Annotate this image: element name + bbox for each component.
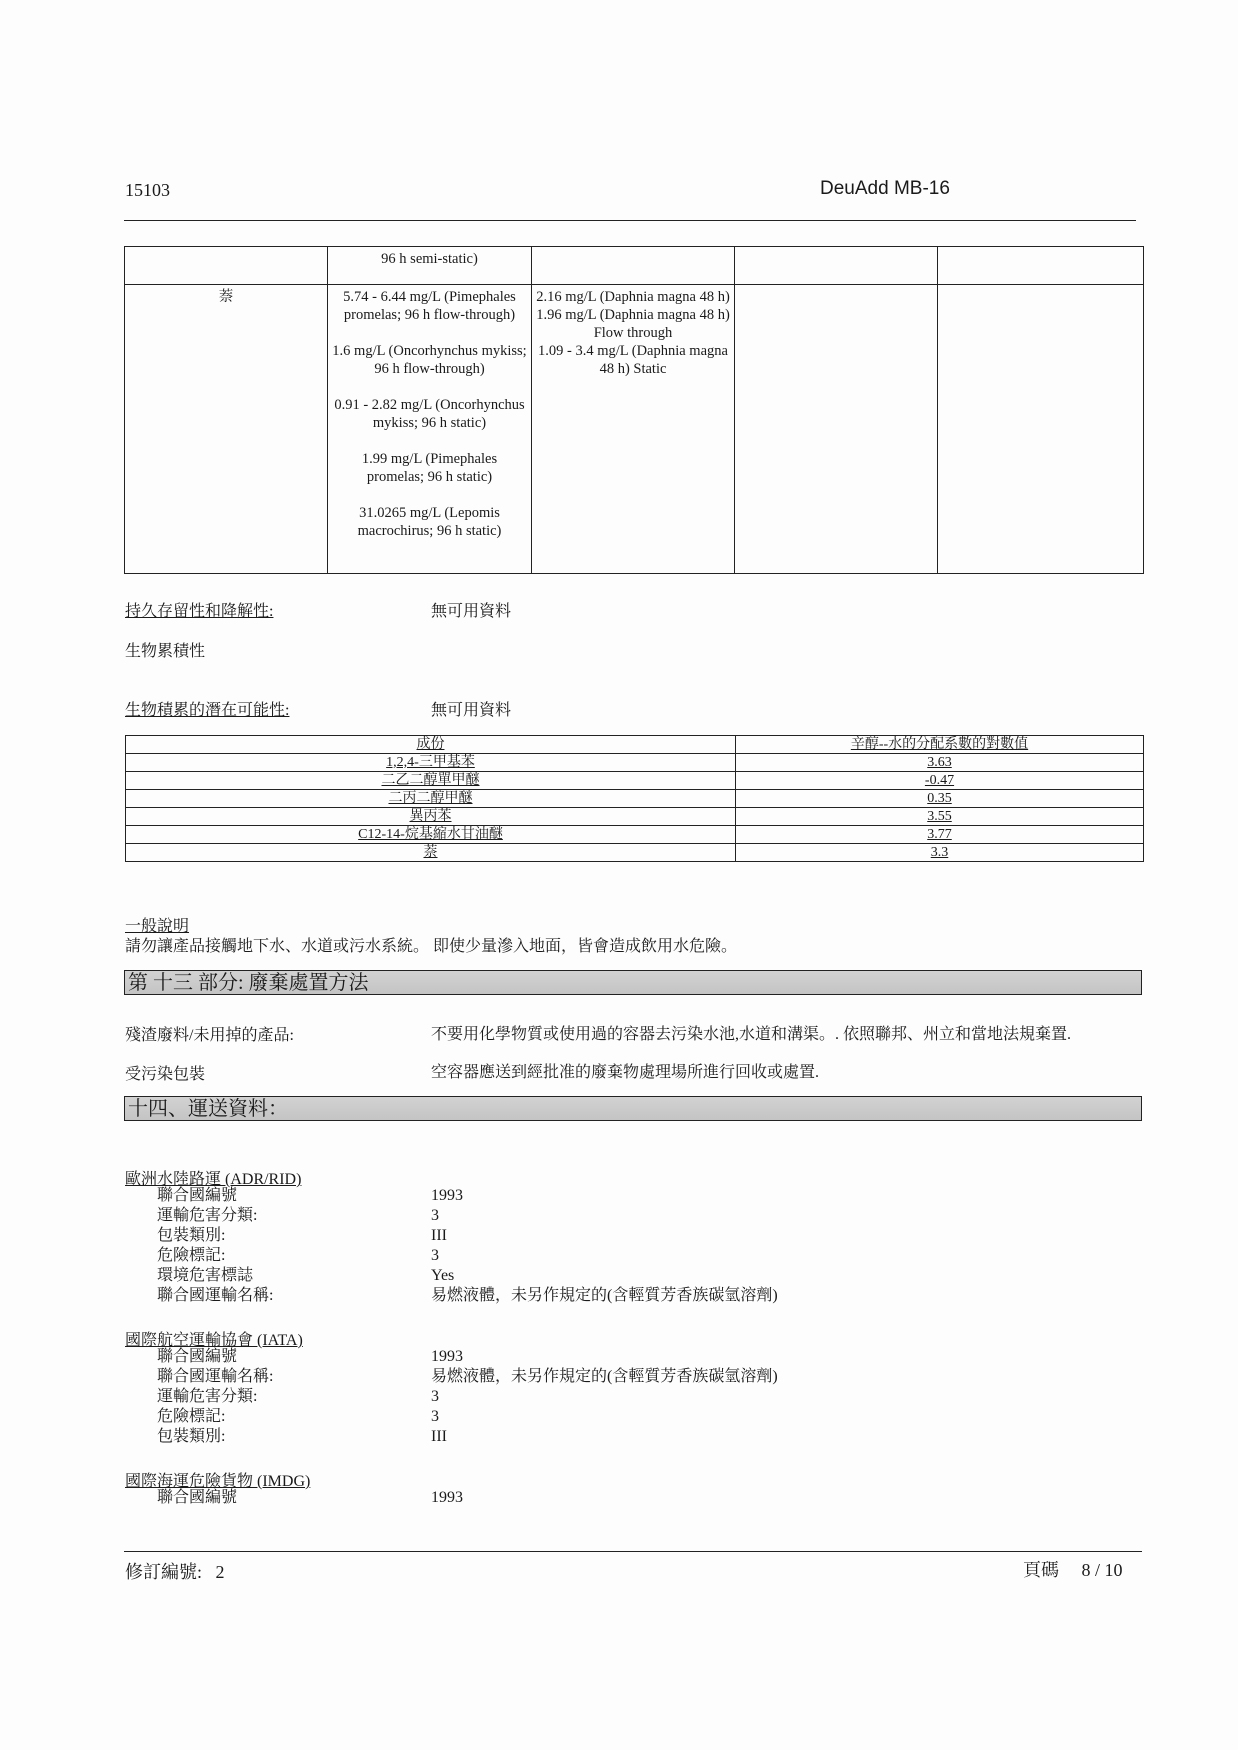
fish-toxicity-value: 1.6 mg/L (Oncorhynchus mykiss; 96 h flow-through) — [332, 343, 527, 377]
algae-toxicity-cell — [735, 247, 938, 285]
contaminated-packaging-value: 空容器應送到經批准的廢棄物處理場所進行回收或處置. — [431, 1064, 820, 1081]
component-name: C12-14-烷基縮水甘油醚 — [126, 826, 736, 844]
fish-toxicity-value: 1.99 mg/L (Pimephales promelas; 96 h static) — [361, 451, 498, 485]
adr-shipping-name-label: 聯合國運輸名稱: — [157, 1287, 274, 1304]
crustacea-toxicity-cell — [532, 247, 735, 285]
fish-toxicity-cell — [328, 247, 532, 285]
adr-environmental-hazard-value: Yes — [431, 1267, 455, 1284]
log-pow-value: 3.55 — [736, 808, 1144, 826]
adr-packing-group-value: III — [431, 1227, 447, 1244]
imdg-un-number-value: 1993 — [431, 1489, 463, 1506]
iata-heading: 國際航空運輸協會 (IATA) — [125, 1332, 303, 1349]
table-row — [126, 790, 1144, 808]
contaminated-packaging-label: 受污染包裝 — [125, 1066, 206, 1083]
iata-packing-group-label: 包裝類別: — [157, 1428, 226, 1445]
component-name: 萘 — [126, 844, 736, 862]
iata-un-number-value: 1993 — [431, 1348, 463, 1365]
iata-un-number-label: 聯合國編號 — [157, 1348, 238, 1365]
component-cell — [125, 285, 328, 574]
waste-residue-label: 殘渣廢料/未用掉的產品: — [125, 1027, 294, 1044]
fish-toxicity-value: 96 h semi-static) — [381, 251, 478, 267]
fish-toxicity-value: 31.0265 mg/L (Lepomis macrochirus; 96 h static) — [357, 505, 502, 539]
table-row — [126, 754, 1144, 772]
other-toxicity-cell — [938, 285, 1144, 574]
fish-toxicity-value: 5.74 - 6.44 mg/L (Pimephales promelas; 96 h flow-through) — [343, 289, 516, 323]
crustacea-toxicity-cell — [532, 285, 735, 574]
component-name: 萘 — [218, 289, 234, 305]
adr-hazard-class-label: 運輸危害分類: — [157, 1207, 258, 1224]
algae-toxicity-cell — [735, 285, 938, 574]
bioaccumulation-heading: 生物累積性 — [125, 643, 206, 660]
revision-number — [125, 1558, 225, 1584]
log-pow-value: 3.77 — [736, 826, 1144, 844]
component-name: 二乙二醇單甲醚 — [126, 772, 736, 790]
iata-shipping-name-value: 易燃液體，未另作規定的(含輕質芳香族碳氫溶劑) — [431, 1368, 778, 1385]
other-toxicity-cell — [938, 247, 1144, 285]
log-pow-value: 3.63 — [736, 754, 1144, 772]
table-row — [125, 285, 1144, 574]
component-name: 異丙苯 — [126, 808, 736, 826]
imdg-un-number-label: 聯合國編號 — [157, 1489, 238, 1506]
table-header-row — [126, 736, 1144, 754]
adr-un-number-value: 1993 — [431, 1187, 463, 1204]
iata-hazard-label-label: 危險標記: — [157, 1408, 226, 1425]
adr-shipping-name-value: 易燃液體，未另作規定的(含輕質芳香族碳氫溶劑) — [431, 1287, 778, 1304]
table-row — [126, 844, 1144, 862]
persistence-value: 無可用資料 — [431, 603, 512, 620]
partition-coefficient-table — [125, 735, 1144, 862]
iata-packing-group-value: III — [431, 1428, 447, 1445]
component-name: 1,2,4-三甲基苯 — [126, 754, 736, 772]
adr-packing-group-label: 包裝類別: — [157, 1227, 226, 1244]
log-pow-value: -0.47 — [736, 772, 1144, 790]
adr-un-number-label: 聯合國編號 — [157, 1187, 238, 1204]
log-pow-value: 0.35 — [736, 790, 1144, 808]
crustacea-toxicity-value: 1.09 - 3.4 mg/L (Daphnia magna 48 h) Static — [538, 343, 728, 377]
document-number: 15103 — [125, 180, 170, 200]
adr-hazard-class-value: 3 — [431, 1207, 439, 1224]
header-divider — [124, 220, 1136, 221]
persistence-label: 持久存留性和降解性: — [125, 603, 274, 620]
iata-shipping-name-label: 聯合國運輸名稱: — [157, 1368, 274, 1385]
adr-hazard-label-value: 3 — [431, 1247, 439, 1264]
adr-hazard-label-label: 危險標記: — [157, 1247, 226, 1264]
general-note-heading: 一般說明 — [125, 918, 190, 935]
table-row — [126, 772, 1144, 790]
page-number — [1023, 1556, 1123, 1582]
crustacea-toxicity-value: 1.96 mg/L (Daphnia magna 48 h) Flow through — [536, 307, 730, 341]
section-14-banner — [124, 1096, 1142, 1121]
imdg-heading: 國際海運危險貨物 (IMDG) — [125, 1473, 311, 1490]
bioaccumulation-potential-label: 生物積累的潛在可能性: — [125, 702, 290, 719]
section-14-title: 十四、運送資料： — [128, 1098, 288, 1120]
page-label: 頁碼 — [1023, 1560, 1059, 1580]
column-header-component: 成份 — [126, 736, 736, 754]
table-row — [125, 247, 1144, 285]
section-13-title: 第 十三 部分: 廢棄處置方法 — [128, 972, 369, 994]
general-note-text: 請勿讓產品接觸地下水、水道或污水系統。 即使少量滲入地面，皆會造成飲用水危險。 — [125, 938, 738, 955]
iata-hazard-class-value: 3 — [431, 1388, 439, 1405]
component-name: 二丙二醇甲醚 — [126, 790, 736, 808]
revision-value: 2 — [215, 1562, 225, 1582]
column-header-log-pow: 辛醇--水的分配系數的對數值 — [736, 736, 1144, 754]
adr-environmental-hazard-label: 環境危害標誌 — [157, 1267, 254, 1284]
iata-hazard-class-label: 運輸危害分類: — [157, 1388, 258, 1405]
product-name: DeuAdd MB-16 — [820, 178, 950, 199]
footer-divider — [124, 1551, 1142, 1552]
toxicity-table — [124, 246, 1144, 574]
crustacea-toxicity-value: 2.16 mg/L (Daphnia magna 48 h) — [536, 289, 730, 305]
waste-residue-value: 不要用化學物質或使用過的容器去污染水池,水道和溝渠。. 依照聯邦、州立和當地法規棄置. — [431, 1026, 1072, 1043]
component-cell — [125, 247, 328, 285]
iata-hazard-label-value: 3 — [431, 1408, 439, 1425]
section-13-banner — [124, 970, 1142, 995]
log-pow-value: 3.3 — [736, 844, 1144, 862]
page-value: 8 / 10 — [1081, 1560, 1123, 1580]
fish-toxicity-cell — [328, 285, 532, 574]
revision-label: 修訂編號: — [125, 1562, 203, 1582]
table-row — [126, 808, 1144, 826]
adr-rid-heading: 歐洲水陸路運 (ADR/RID) — [125, 1171, 302, 1188]
bioaccumulation-potential-value: 無可用資料 — [431, 702, 512, 719]
table-row — [126, 826, 1144, 844]
fish-toxicity-value: 0.91 - 2.82 mg/L (Oncorhynchus mykiss; 96 h static) — [334, 397, 525, 431]
